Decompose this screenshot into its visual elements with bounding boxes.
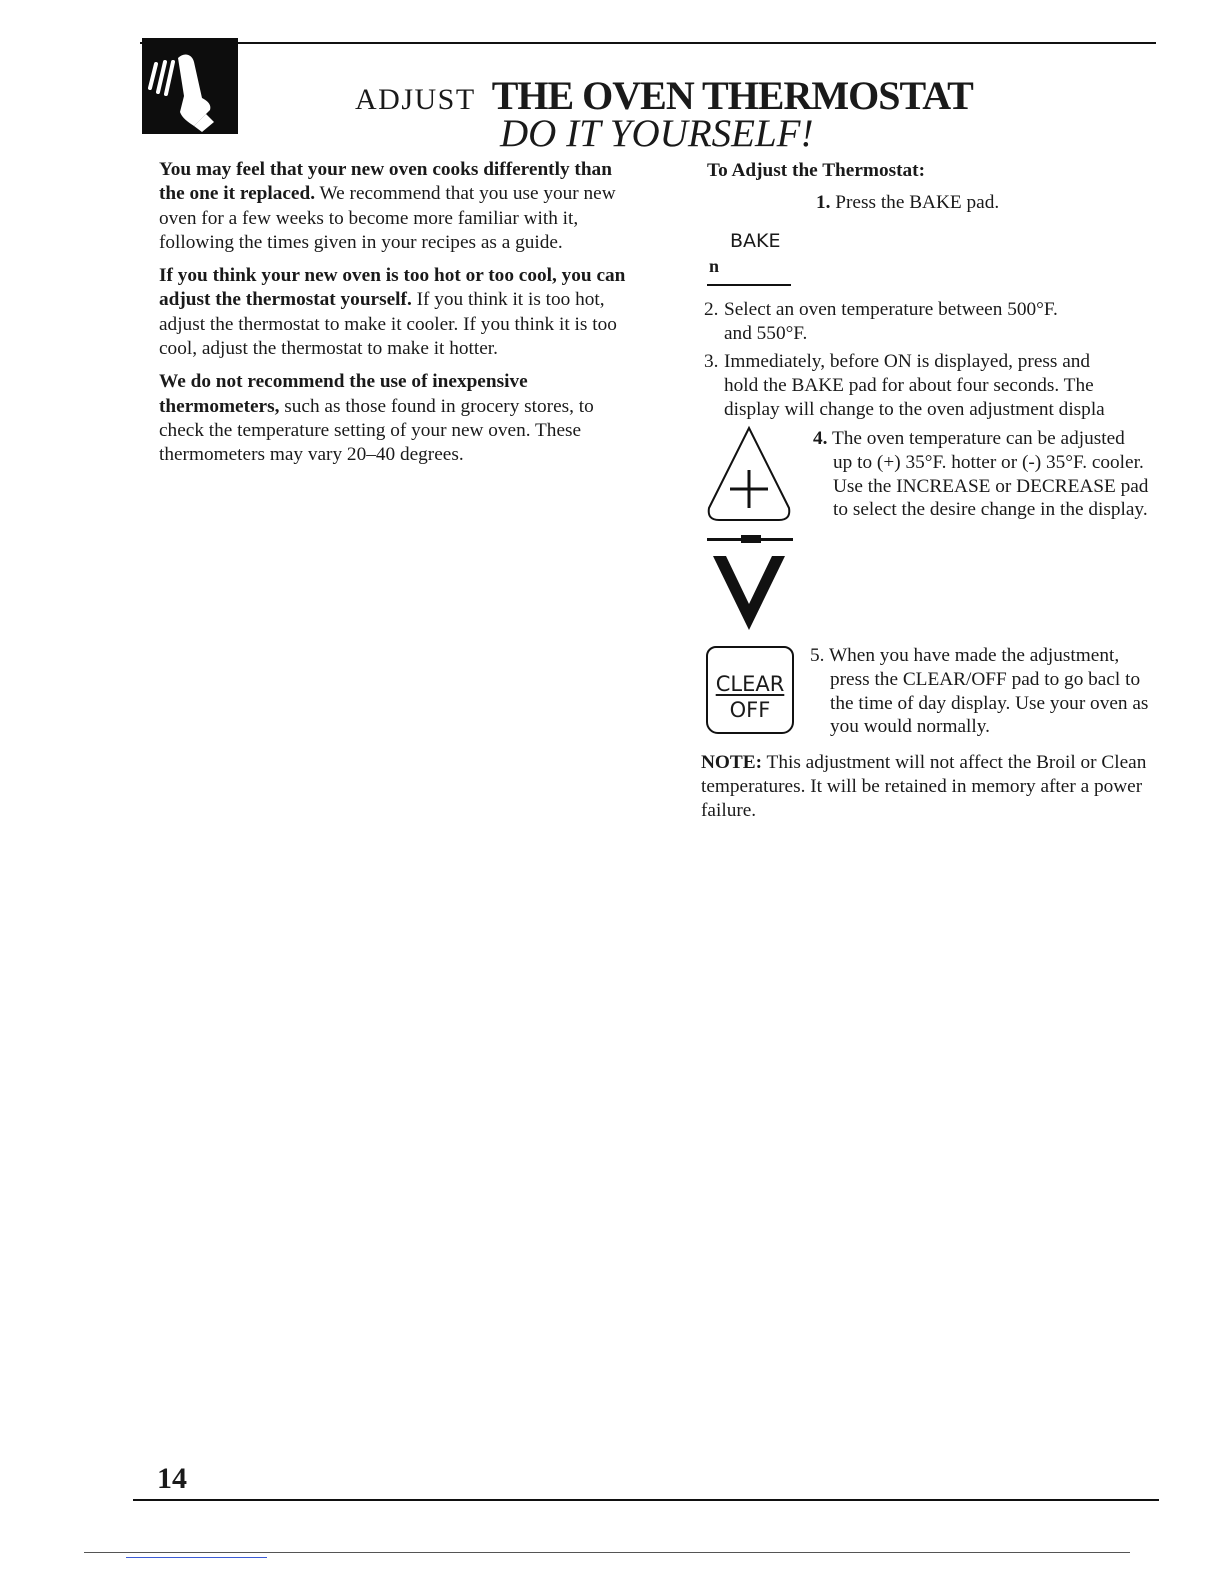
bake-pad-label: BAKE [730, 230, 781, 252]
page-subtitle: DO IT YOURSELF! [500, 112, 814, 155]
hand-pressing-icon [142, 38, 238, 134]
paragraph-adjust-yourself [159, 264, 631, 361]
step-3-number: 3. [704, 351, 719, 372]
step-3 [704, 350, 1144, 421]
step-4-line-1: The oven temperature can be adjusted [827, 428, 1125, 449]
left-column [159, 158, 631, 477]
bake-pad-underline [707, 284, 791, 286]
decrease-pad-icon [703, 552, 795, 632]
note-label: NOTE: [701, 752, 763, 773]
page-title-main: THE OVEN THERMOSTAT [491, 73, 973, 118]
step-3-continued: hold the BAKE pad for about four seconds. The display will change to the oven adjustment displa [724, 374, 1105, 420]
paragraph-familiarize-body: We recommend that you use your new oven for a few weeks to become more familiar with it, following the times given in your recipes as a guide. [159, 183, 616, 253]
step-5-line-1: When you have made the adjustment, [824, 645, 1120, 666]
step-4-continued: up to (+) 35°F. hotter or (-) 35°F. cooler. Use the INCREASE or DECREASE pad to select the desire change in the display. [833, 451, 1149, 521]
header-rule [140, 42, 1156, 44]
step-5 [810, 644, 1156, 739]
step-2-line-1: Select an oven temperature between 500°F. [724, 299, 1058, 320]
step-4-number: 4. [813, 428, 828, 449]
paragraph-familiarize [159, 158, 631, 255]
step-2-number: 2. [704, 299, 719, 320]
note-text: This adjustment will not affect the Broil or Clean temperatures. It will be retained in memory after a power failure. [701, 752, 1147, 821]
step-5-number: 5. [810, 645, 825, 666]
step-5-continued: press the CLEAR/OFF pad to go bacl to the time of day display. Use your oven as you would normally. [830, 668, 1149, 738]
note [701, 751, 1151, 823]
step-1-number: 1. [816, 192, 831, 213]
off-pad-label: OFF [729, 698, 771, 722]
step-2 [704, 298, 1144, 346]
clear-pad-label: CLEAR [715, 672, 785, 696]
step-2-line-2: and 550°F. [724, 322, 808, 344]
step-1 [816, 192, 999, 214]
bake-pad-indicator: n [709, 256, 720, 276]
increase-pad-icon [703, 424, 795, 524]
step-3-line-1: Immediately, before ON is displayed, press and [724, 351, 1091, 372]
paragraph-familiarize-lead: You may feel that your new oven cooks differently than the one it replaced. [159, 159, 612, 205]
paragraph-thermometers-lead: We do not recommend the use of inexpensive thermometers, [159, 371, 528, 417]
paragraph-adjust-yourself-lead: If you think your new oven is too hot or too cool, you can adjust the thermostat yourself. [159, 265, 626, 311]
step-1-text: Press the BAKE pad. [830, 192, 1000, 213]
page-title-prefix: ADJUST [355, 83, 476, 116]
clear-off-pad-icon [706, 646, 794, 734]
section-heading: To Adjust the Thermostat: [707, 160, 926, 181]
footer-blue-line [126, 1557, 267, 1558]
paragraph-adjust-yourself-body: If you think it is too hot, adjust the thermostat to make it cooler. If you think it is too cool, adjust the thermostat to make it hotter. [159, 289, 617, 360]
paragraph-thermometers [159, 370, 631, 467]
paragraph-thermometers-body: such as those found in grocery stores, to check the temperature setting of your new oven. These thermometers may vary 20–40 degrees. [159, 395, 594, 466]
footer-rule [133, 1499, 1159, 1501]
footer-line [84, 1552, 1130, 1553]
step-4 [813, 427, 1153, 522]
page-number: 14 [157, 1462, 187, 1495]
pad-divider-mark [741, 535, 761, 543]
